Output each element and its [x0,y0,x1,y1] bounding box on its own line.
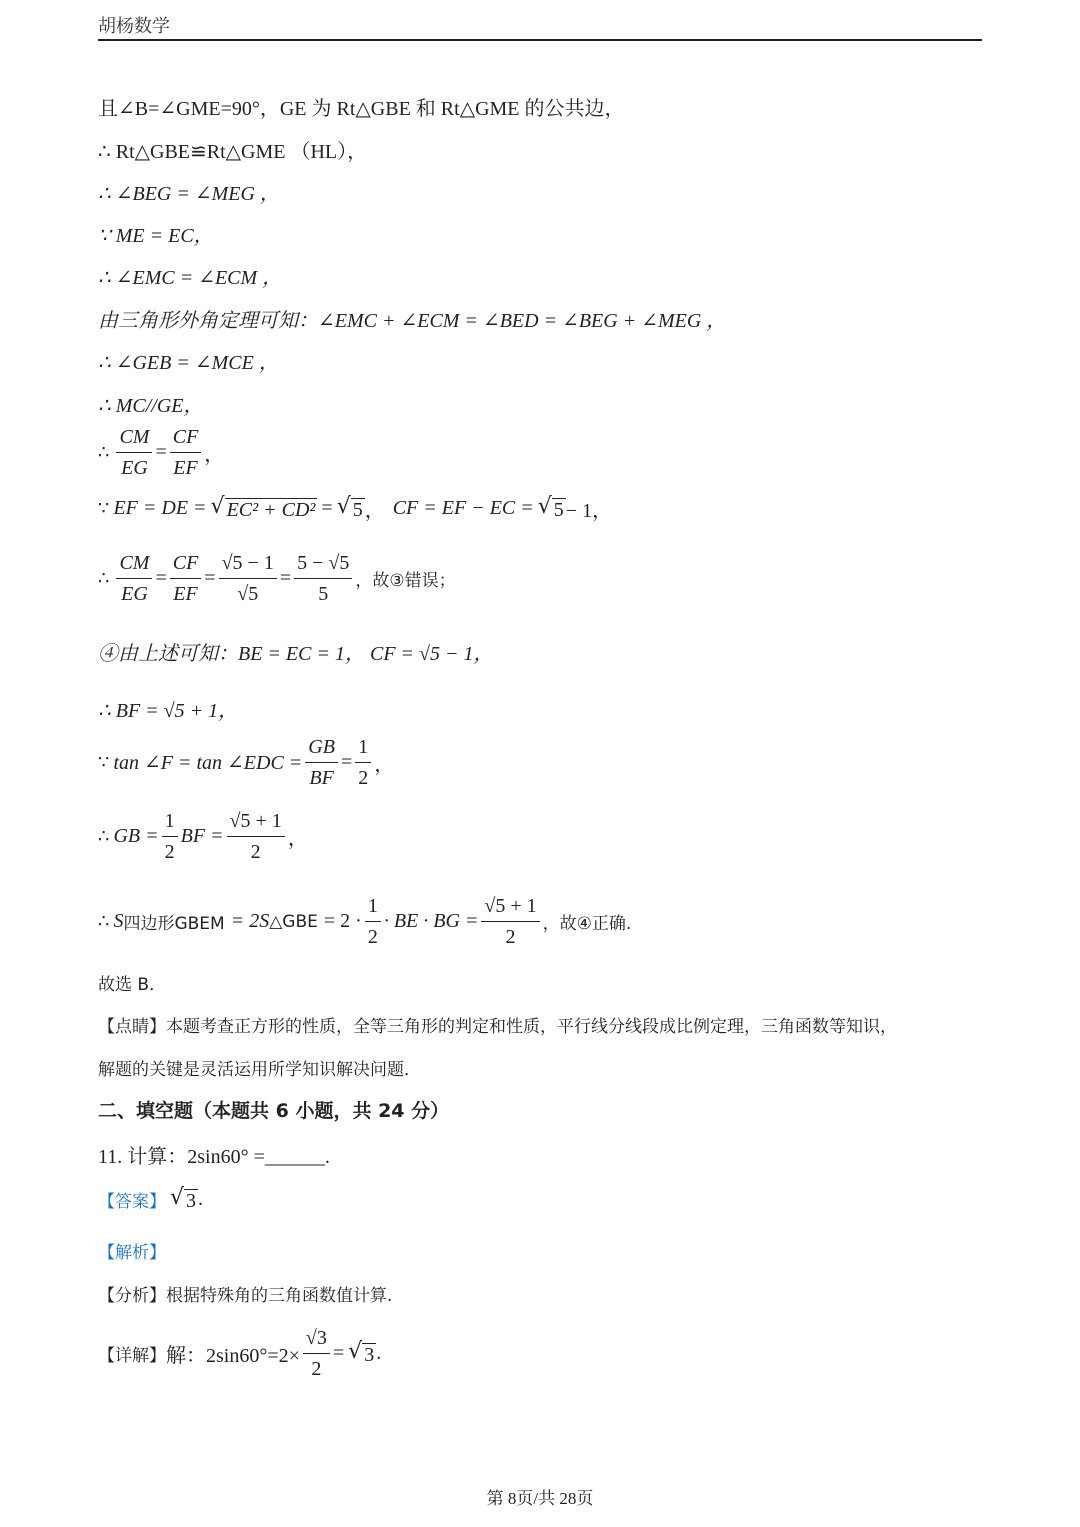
radical-sign-icon: √ [348,1339,363,1364]
line-10 [98,494,612,523]
fraction-denominator: EG [121,457,148,479]
fraction-numerator: √5 + 1 [481,893,539,922]
fraction-cm-eg [116,424,152,481]
fraction-half [365,893,381,950]
question-text: 11. 计算：2sin60° =______. [98,1146,330,1168]
answer-line [98,1187,203,1212]
analysis-tag-line [98,1238,166,1263]
equation-text: CF = EF − EC = [392,497,534,519]
line-11: ∴ $\frac{CM}{EG}$ = $\frac{CF}{EF}$ = $\frac{√5 - 1}{√5}$ = $\frac{5 - √5}{5}$ ，故③错误； [98,552,456,605]
detail-text: 解：2sin60°=2× [166,1345,300,1367]
fraction-numerator: √5 + 1 [227,808,285,837]
equation-text: = 2S [230,910,270,932]
line-7 [98,346,279,375]
fraction-numerator: CM [116,424,152,453]
answer-tag: 【答案】 [98,1192,166,1212]
line-13-text: ∴ BF = √5 + 1， [98,700,239,722]
radical-sign-icon: √ [210,494,225,519]
punctuation: ， [204,444,225,466]
line-5 [98,261,282,290]
punctuation: ， [374,754,395,776]
line-8-text: ∴ MC//GE， [98,395,204,417]
line-14 [98,734,394,791]
fraction-result [227,808,285,865]
line-3-text: ∴ ∠BEG = ∠MEG ， [98,183,280,205]
line-17-text: 故选 B． [98,975,167,995]
equation-tail: − 1， [565,500,613,522]
fraction-numerator: 1 [355,734,371,763]
sqrt-expression [170,1187,198,1212]
line-15 [98,808,308,865]
remark-text-cont: 解题的关键是灵活运用所学知识解决问题． [98,1060,421,1080]
equals-sign: = [332,1342,345,1364]
therefore-symbol: ∴ [98,826,110,847]
sqrt-expression [337,496,365,521]
fraction-half [162,808,178,865]
line-5-text: ∴ ∠EMC = ∠ECM ， [98,267,283,289]
sqrt-expression [211,496,318,521]
radicand: EC² + CD² [226,499,316,521]
line-19 [98,1055,421,1080]
line-12-text: ④由上述可知：BE = EC = 1， CF = √5 − 1， [98,643,494,665]
fraction-numerator: 5 − √5 [294,550,352,579]
fraction-denominator: BF [309,767,334,789]
line-2-text: ∴ Rt△GBE≌Rt△GME （HL）， [98,141,368,163]
therefore-symbol: ∴ [98,442,110,463]
line-6 [98,304,726,333]
line-7-text: ∴ ∠GEB = ∠MCE ， [98,352,279,374]
sqrt-expression [538,496,566,521]
line-9 [98,424,224,481]
line-1 [98,92,625,121]
section-heading [98,1096,449,1123]
fraction-cf-ef [170,550,202,607]
therefore-symbol: ∴ [98,568,110,589]
fraction-numerator: GB [305,734,338,763]
fraction-sqrt3-over-2 [303,1325,330,1382]
line-2 [98,135,367,164]
analysis-tag: 【解析】 [98,1243,166,1263]
radical-sign-icon: √ [170,1185,185,1210]
fraction-cf-ef [170,424,202,481]
subscript: 四边形GBEM [123,914,225,934]
analysis-line [98,1281,392,1306]
fraction-denominator: 2 [367,926,378,948]
equation-text: tan ∠F = tan ∠EDC = [113,752,303,774]
equals-sign: = [155,441,167,463]
conclusion-text: ，故③错误； [355,571,456,591]
fraction-denominator: EG [121,583,148,605]
line-1-text: 且∠B=∠GME=90°，GE 为 Rt△GBE 和 Rt△GME 的公共边， [98,98,625,120]
fraction-denominator: √5 [237,583,259,605]
fraction-numerator: CF [170,550,202,579]
line-4-text: ∵ ME = EC， [98,225,214,247]
line-4 [98,219,214,248]
fraction-denominator: 2 [164,841,175,863]
fraction-denominator: EF [173,583,198,605]
area-symbol: S [113,910,124,932]
fraction-cm-eg [116,550,152,607]
line-6-text: 由三角形外角定理可知：∠EMC + ∠ECM = ∠BED = ∠BEG + ∠MEG ， [98,310,727,332]
fraction-numerator: 1 [365,893,381,922]
line-12 [98,637,494,666]
fraction-numerator: CM [116,550,152,579]
equation-text: EF = DE = [113,497,207,519]
line-8 [98,389,204,418]
fraction-gb-bf [305,734,338,791]
line-17 [98,970,166,995]
line-13 [98,694,238,723]
line-3 [98,177,280,206]
radicand: 5 [553,499,564,521]
analysis-text: 【分析】根据特殊角的三角函数值计算. [98,1286,393,1306]
therefore-symbol: ∴ [98,911,110,932]
fraction-half [355,734,371,791]
question-11 [98,1140,330,1169]
line-18 [98,1012,897,1037]
fraction-numerator: √3 [303,1325,330,1354]
radicand: 3 [364,1344,375,1366]
fraction-denominator: EF [173,457,198,479]
equals-sign: = [340,751,353,773]
detail-line [98,1325,381,1382]
fraction-denominator: 2 [505,926,516,948]
because-symbol: ∵ [98,752,110,773]
radical-sign-icon: √ [336,494,351,519]
equation-text: GB = [113,825,159,847]
fraction-numerator: 1 [162,808,178,837]
radicand: 3 [186,1190,197,1212]
sqrt-expression [348,1341,376,1366]
fraction-numerator: √5 − 1 [219,550,277,579]
section-title: 二、填空题（本题共 6 小题，共 24 分） [98,1100,450,1122]
fraction-sqrt [219,550,277,607]
fraction-denominator: 2 [358,767,369,789]
detail-tag: 【详解】 [98,1346,166,1366]
subscript: △GBE [269,911,318,932]
fraction-denominator: 2 [311,1358,322,1380]
page-number: 第 8页/共 28页 [486,1489,594,1508]
punctuation: . [376,1342,382,1364]
header-title: 胡杨数学 [98,16,170,37]
fraction-denominator: 2 [250,841,261,863]
equation-text: = 2 · [323,910,362,932]
header-divider [98,39,982,41]
line-16 [98,893,631,950]
equals-sign: = [321,497,333,519]
punctuation: ， [287,828,308,850]
fraction-numerator: CF [170,424,202,453]
remark-text: 【点睛】本题考查正方形的性质，全等三角形的判定和性质，平行线分线段成比例定理，三角函数等知识， [98,1017,897,1037]
because-symbol: ∵ [98,498,110,519]
radicand: 5 [352,499,363,521]
equation-text: BF = [180,825,224,847]
fraction-result [481,893,539,950]
equation-text: · BE · BG = [383,910,479,932]
radical-sign-icon: √ [537,494,552,519]
fraction-denominator: 5 [318,583,329,605]
punctuation: . [198,1188,204,1210]
conclusion-text: ，故④正确. [542,914,632,934]
punctuation: ， [364,500,385,522]
fraction-result [294,550,352,607]
